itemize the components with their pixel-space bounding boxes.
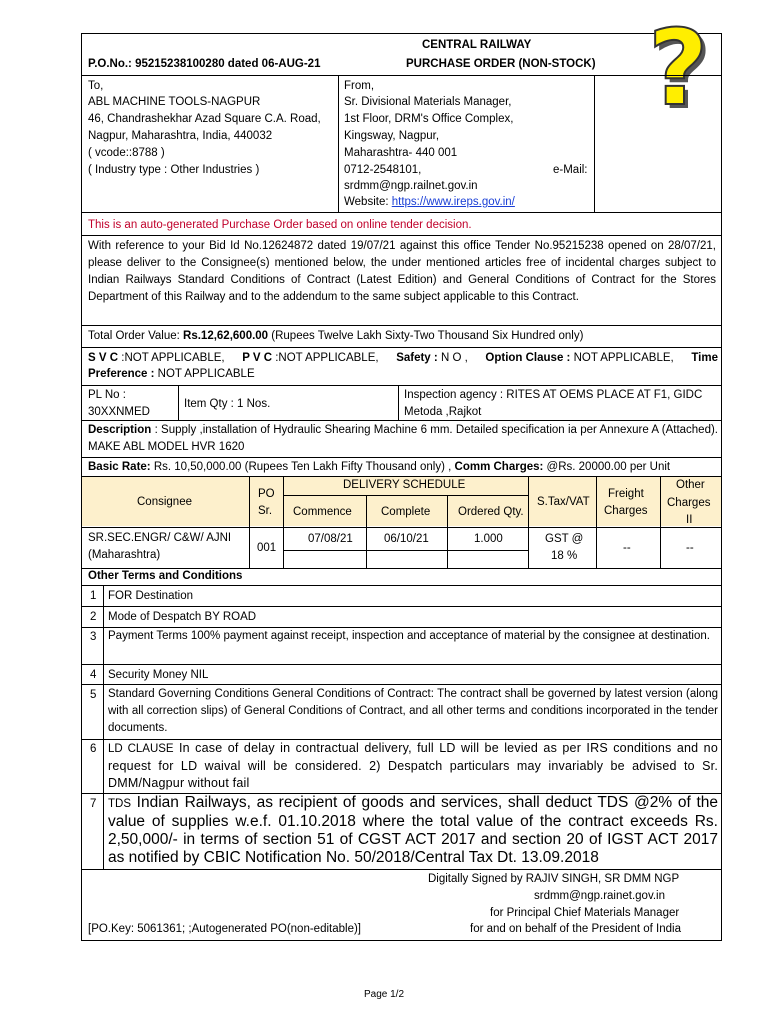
consignee-header: Consignee xyxy=(137,496,192,508)
po-type: PURCHASE ORDER (NON-STOCK) xyxy=(406,58,596,70)
commence-header: Commence xyxy=(293,506,352,518)
basic-rate: Basic Rate: Rs. 10,50,000.00 (Rupees Ten Lakh Fifty Thousand only) , Comm Charges: @Rs. 20000.00 per Unit xyxy=(88,461,671,473)
po-number: P.O.No.: 95215238100280 dated 06-AUG-21 xyxy=(88,58,321,70)
stax-header: S.Tax/VAT xyxy=(537,496,590,508)
po-key: [PO.Key: 5061361; ;Autogenerated PO(non-editable)] xyxy=(88,923,361,935)
item-qty: Item Qty : 1 Nos. xyxy=(184,398,271,410)
other-charges-header: Charges xyxy=(667,497,711,509)
sr-header: Sr. xyxy=(258,505,273,517)
org-title: CENTRAL RAILWAY xyxy=(422,39,532,51)
ordered-qty-header: Ordered Qty. xyxy=(458,506,524,518)
freight-charges-header: Charges xyxy=(604,505,648,517)
description: Description : Supply ,installation of Hydraulic Shearing Machine 6 mm. Detailed specification ia per Annexure A (Attached). MAKE ABL MODEL HVR 1620 xyxy=(88,424,718,453)
page-number: Page 1/2 xyxy=(363,989,405,1000)
inspection-place: Metoda ,Rajkot xyxy=(404,406,482,418)
other-header: Other xyxy=(676,479,705,491)
pl-label: PL No : xyxy=(88,389,126,401)
website-link[interactable]: https://www.ireps.gov.in/ xyxy=(391,196,515,208)
email-text: srdmm@ngp.railnet.gov.in xyxy=(344,180,478,192)
total-order-value: Total Order Value: Rs.12,62,600.00 (Rupees Twelve Lakh Sixty-Two Thousand Six Hundred only) xyxy=(88,330,584,342)
freight-header: Freight xyxy=(608,488,644,500)
auto-notice: This is an auto-generated Purchase Order based on online tender decision. xyxy=(88,219,472,231)
pl-number: 30XXNMED xyxy=(88,406,150,418)
terms-heading: Other Terms and Conditions xyxy=(88,570,243,582)
po-header: PO xyxy=(258,488,275,500)
reference-paragraph: With reference to your Bid Id No.12624872 dated 19/07/21 against this office Tender No.95215238 opened on 28/07/21, please deliver to the Consignee(s) mentioned below, the under mentioned articles free of incidental charges subject to Indian Railways Standard Conditions of Contract (Latest Edition) and General Conditions of Contract for the Stores Department of this Railway and to the addendum to the same subject applicable to this Contract. xyxy=(88,240,716,303)
question-mark-icon: ? xyxy=(648,7,709,129)
divider xyxy=(81,75,722,76)
delivery-schedule-header: DELIVERY SCHEDULE xyxy=(343,479,466,491)
inspection-agency: Inspection agency : RITES AT OEMS PLACE AT F1, GIDC xyxy=(404,389,703,401)
time-preference-line: Preference : NOT APPLICABLE xyxy=(88,368,255,380)
svc-pvc-line: S V C :NOT APPLICABLE, P V C :NOT APPLICABLE, Safety : N O , Option Clause : NOT APPLICABLE, Time xyxy=(88,352,718,364)
complete-header: Complete xyxy=(381,506,431,518)
other-ii-header: II xyxy=(686,514,693,526)
